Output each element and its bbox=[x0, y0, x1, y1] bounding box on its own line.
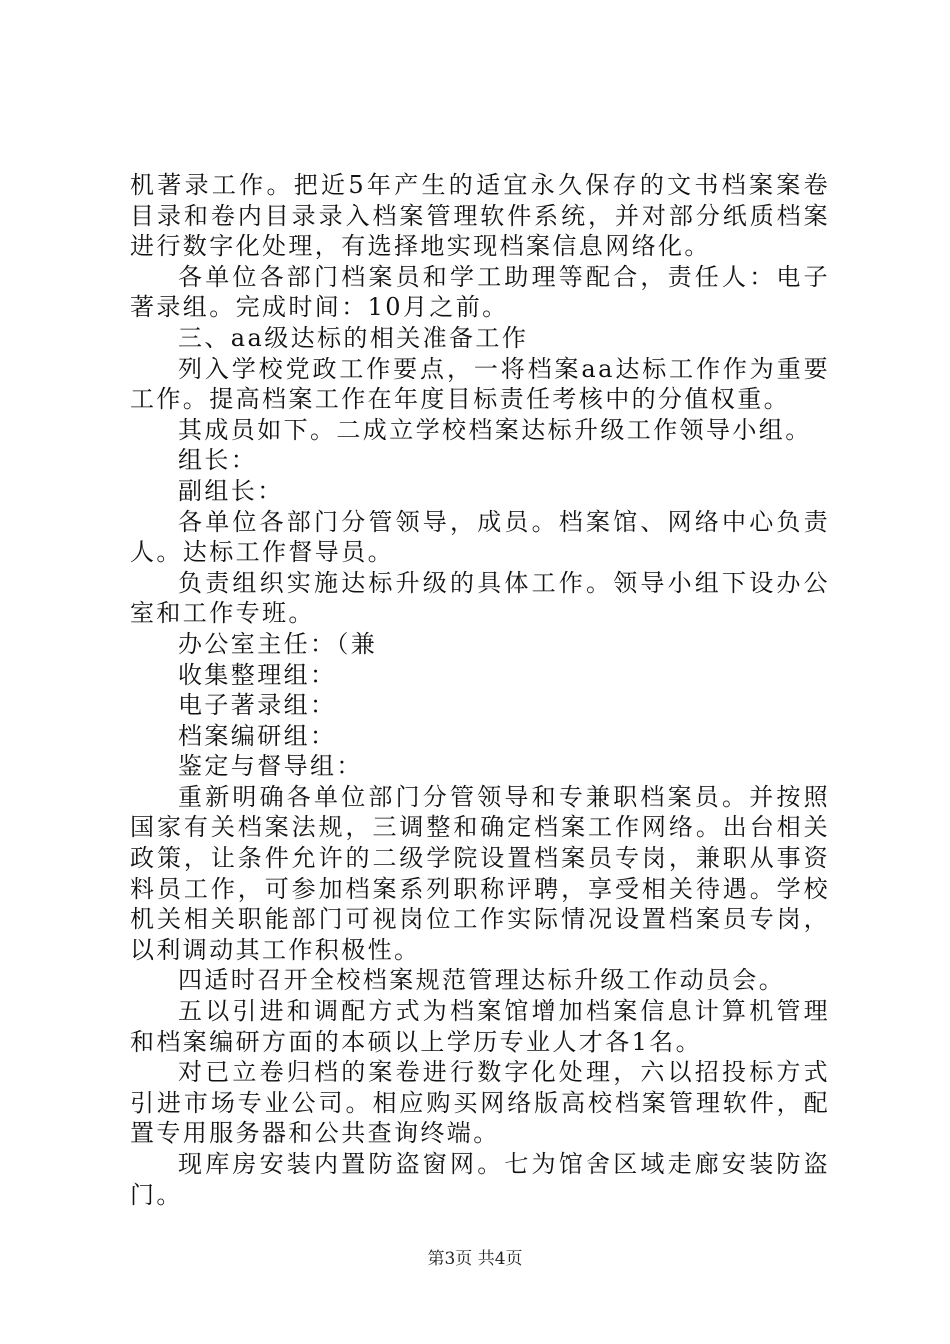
paragraph: 其成员如下。二成立学校档案达标升级工作领导小组。 bbox=[178, 415, 812, 444]
document-body bbox=[130, 170, 830, 1210]
paragraph: 鉴定与督导组： bbox=[178, 752, 363, 781]
paragraph: 电子著录组： bbox=[178, 691, 337, 720]
paragraph: 四适时召开全校档案规范管理达标升级工作动员会。 bbox=[178, 966, 786, 995]
page-footer: 第3页 共4页 bbox=[427, 1249, 523, 1269]
paragraph: 档案编研组： bbox=[178, 721, 337, 750]
paragraph: 对已立卷归档的案卷进行数字化处理，六以招投标方式引进市场专业公司。相应购买网络版高校档案管理软件，配置专用服务器和公共查询终端。 bbox=[130, 1058, 830, 1148]
paragraph: 各单位各部门分管领导，成员。档案馆、网络中心负责人。达标工作督导员。 bbox=[130, 507, 830, 567]
paragraph: 收集整理组： bbox=[178, 660, 337, 689]
paragraph: 各单位各部门档案员和学工助理等配合，责任人：电子著录组。完成时间：10月之前。 bbox=[130, 262, 830, 322]
paragraph: 机著录工作。把近5年产生的适宜永久保存的文书档案案卷目录和卷内目录录入档案管理软件系统，并对部分纸质档案进行数字化处理，有选择地实现档案信息网络化。 bbox=[130, 171, 830, 261]
paragraph: 负责组织实施达标升级的具体工作。领导小组下设办公室和工作专班。 bbox=[130, 568, 830, 628]
paragraph: 三、aa级达标的相关准备工作 bbox=[178, 323, 529, 352]
paragraph: 组长： bbox=[178, 446, 258, 475]
paragraph: 副组长： bbox=[178, 476, 284, 505]
paragraph: 重新明确各单位部门分管领导和专兼职档案员。并按照国家有关档案法规，三调整和确定档案工作网络。出台相关政策，让条件允许的二级学院设置档案员专岗，兼职从事资料员工作，可参加档案系列职称评聘，享受相关待遇。学校机关相关职能部门可视岗位工作实际情况设置档案员专岗，以利调动其工作积极性。 bbox=[130, 782, 830, 964]
paragraph: 列入学校党政工作要点，一将档案aa达标工作作为重要工作。提高档案工作在年度目标责任考核中的分值权重。 bbox=[130, 354, 830, 414]
paragraph: 五以引进和调配方式为档案馆增加档案信息计算机管理和档案编研方面的本硕以上学历专业人才各1名。 bbox=[130, 997, 830, 1056]
paragraph: 现库房安装内置防盗窗网。七为馆舍区域走廊安装防盗门。 bbox=[130, 1150, 830, 1209]
paragraph: 办公室主任：（兼 bbox=[178, 629, 378, 658]
